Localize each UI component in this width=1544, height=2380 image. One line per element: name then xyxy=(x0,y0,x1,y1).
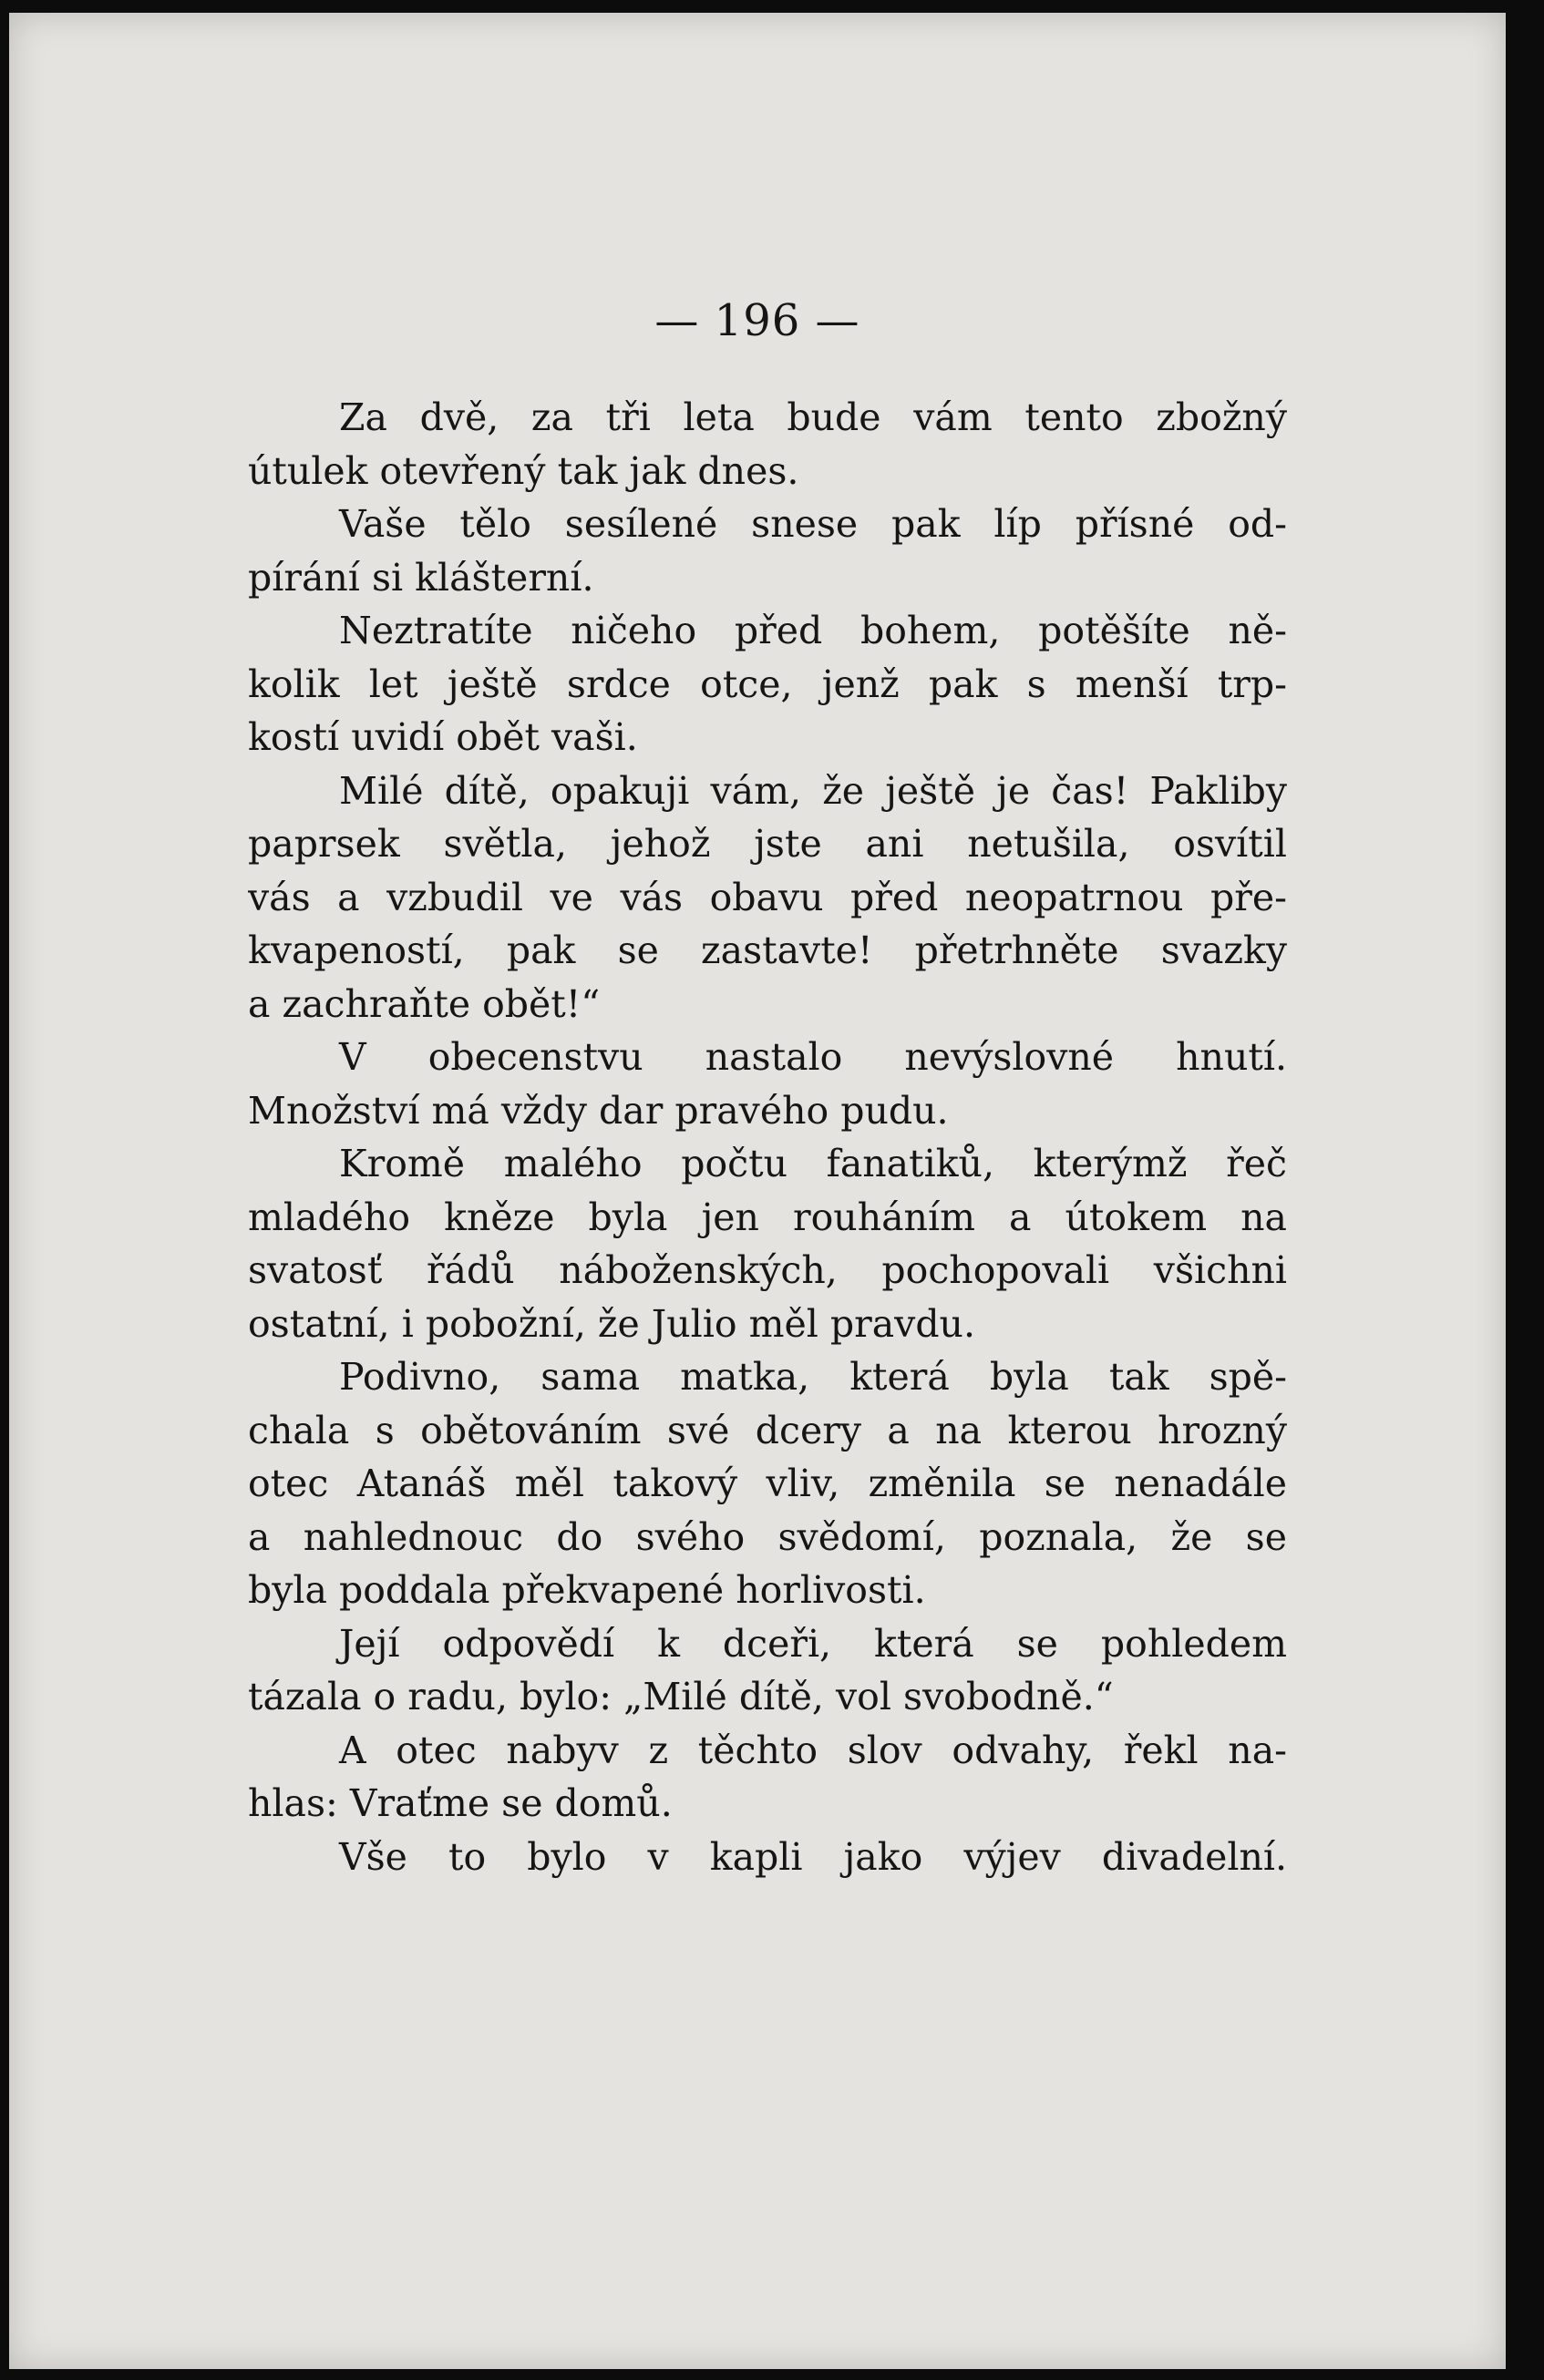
text-line: mladého kněze byla jen rouháním a útokem na xyxy=(248,1195,1287,1239)
text-line: chala s obětováním své dcery a na kterou hrozný xyxy=(248,1408,1287,1452)
text-line: kolik let ještě srdce otce, jenž pak s menší trp- xyxy=(248,662,1287,706)
text-line: byla poddala překvapené horlivosti. xyxy=(248,1568,926,1612)
text-line: Množství má vždy dar pravého pudu. xyxy=(248,1088,949,1133)
text-line: a nahlednouc do svého svědomí, poznala, že se xyxy=(248,1514,1287,1559)
text-line: kostí uvidí obět vaši. xyxy=(248,715,638,759)
text-line: Její odpovědí k dceři, která se pohledem xyxy=(339,1621,1287,1666)
text-line: paprsek světla, jehož jste ani netušila, osvítil xyxy=(248,822,1287,866)
text-line: Milé dítě, opakuji vám, že ještě je čas! Pakliby xyxy=(339,768,1287,813)
text-line: pírání si klášterní. xyxy=(248,555,594,600)
text-line: A otec nabyv z těchto slov odvahy, řekl na- xyxy=(339,1728,1287,1772)
text-line: otec Atanáš měl takový vliv, změnila se nenadále xyxy=(248,1462,1287,1505)
text-line: Vše to bylo v kapli jako výjev divadelní. xyxy=(339,1834,1287,1879)
page-number: — 196 — xyxy=(654,295,860,346)
text-line: Neztratíte ničeho před bohem, potěšíte ně- xyxy=(339,609,1287,652)
text-line: útulek otevřený tak jak dnes. xyxy=(248,448,799,493)
text-line: Kromě malého počtu fanatiků, kterýmž řeč xyxy=(339,1142,1287,1185)
text-line: tázala o radu, bylo: „Milé dítě, vol svobodně.“ xyxy=(248,1675,1114,1718)
text-line: Vaše tělo sesílené snese pak líp přísné od- xyxy=(339,502,1287,546)
text-line: svatosť řádů náboženských, pochopovali všichni xyxy=(248,1248,1287,1292)
text-line: Podivno, sama matka, která byla tak spě- xyxy=(339,1355,1287,1399)
book-page xyxy=(9,13,1506,2369)
text-line: vás a vzbudil ve vás obavu před neopatrnou pře- xyxy=(248,875,1287,919)
text-line: hlas: Vraťme se domů. xyxy=(248,1781,673,1825)
text-line: kvapeností, pak se zastavte! přetrhněte svazky xyxy=(248,928,1287,972)
text-line: Za dvě, za tři leta bude vám tento zbožný xyxy=(339,395,1287,439)
text-line: V obecenstvu nastalo nevýslovné hnutí. xyxy=(339,1035,1287,1079)
text-line: ostatní, i pobožní, že Julio měl pravdu. xyxy=(248,1301,975,1346)
body-text xyxy=(248,391,1287,1883)
text-line: a zachraňte obět!“ xyxy=(248,981,601,1026)
